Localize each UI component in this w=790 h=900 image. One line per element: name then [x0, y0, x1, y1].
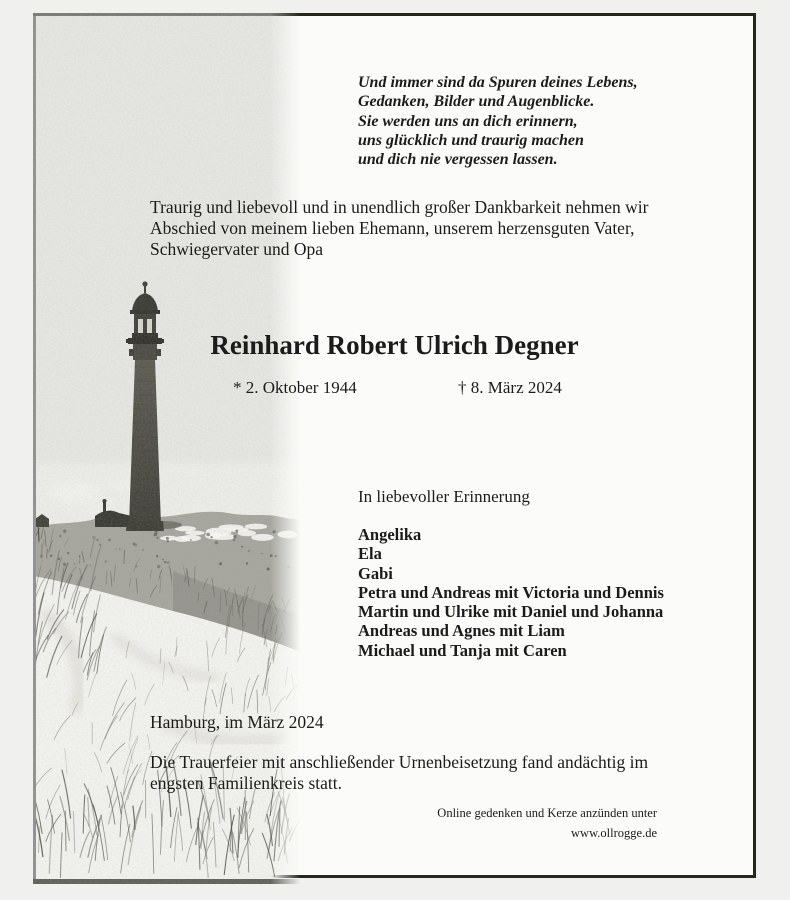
ceremony-line: Die Trauerfeier mit anschließender Urnenbeisetzung fand andächtig im: [150, 752, 649, 772]
mourner-name: Martin und Ulrike mit Daniel und Johanna: [358, 602, 664, 622]
birth-date: * 2. Oktober 1944: [233, 378, 357, 397]
mourner-name: Gabi: [358, 563, 393, 583]
remembrance-heading: In liebevoller Erinnerung: [358, 487, 530, 506]
poem-line: Sie werden uns an dich erinnern,: [358, 112, 578, 130]
poem-line: uns glücklich und traurig machen: [358, 131, 584, 149]
online-memorial-note: [437, 804, 657, 843]
intro-line: Abschied von meinem lieben Ehemann, unserem herzensguten Vater,: [150, 217, 635, 238]
poem-line: Gedanken, Bilder und Augenblicke.: [358, 93, 595, 111]
deceased-name: Reinhard Robert Ulrich Degner: [210, 330, 579, 360]
death-date: † 8. März 2024: [458, 378, 562, 397]
poem-line: und dich nie vergessen lassen.: [358, 151, 558, 169]
intro-line: Schwiegervater und Opa: [150, 238, 323, 259]
mourner-name: Angelika: [358, 525, 422, 544]
poem-line: Und immer sind da Spuren deines Lebens,: [358, 74, 638, 91]
intro-text: [150, 197, 648, 259]
mourner-name: Michael und Tanja mit Caren: [358, 640, 567, 660]
ceremony-note: [150, 752, 648, 794]
online-note-line: Online gedenken und Kerze anzünden unter: [437, 806, 657, 820]
memorial-poem: [358, 73, 638, 169]
website-url: www.ollrogge.de: [571, 825, 657, 840]
mourner-name: Petra und Andreas mit Victoria und Dennis: [358, 582, 664, 602]
intro-line: Traurig und liebevoll und in unendlich großer Dankbarkeit nehmen wir: [150, 197, 649, 217]
ceremony-line: engsten Familienkreis statt.: [150, 772, 342, 793]
place-and-date: Hamburg, im März 2024: [150, 712, 324, 732]
memorial-card: [33, 13, 756, 878]
mourner-name: Andreas und Agnes mit Liam: [358, 621, 565, 641]
mourner-name: Ela: [358, 544, 382, 564]
mourners-list: [358, 525, 664, 660]
